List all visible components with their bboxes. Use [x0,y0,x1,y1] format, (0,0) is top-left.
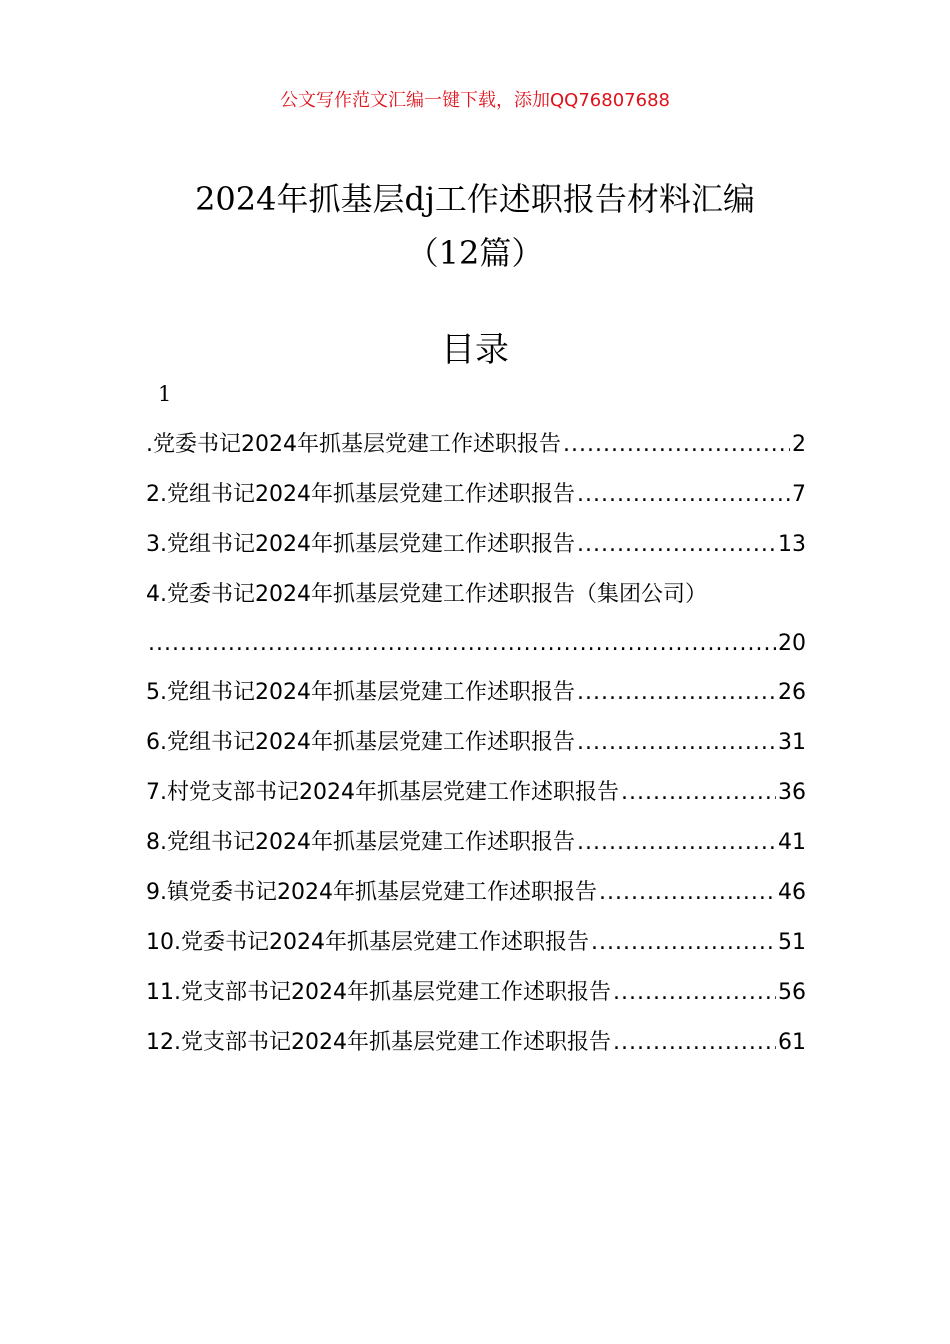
table-of-contents [146,420,806,1068]
toc-entry-page: 13 [778,532,806,557]
toc-entry-title: 3.党组书记2024年抓基层党建工作述职报告 [146,532,575,557]
toc-entry[interactable] [146,968,806,1018]
toc-entry[interactable] [146,818,806,868]
toc-entry-page: 46 [778,880,806,905]
toc-entry-title: 5.党组书记2024年抓基层党建工作述职报告 [146,680,575,705]
toc-heading: 目录 [441,330,509,370]
toc-dot-leader [577,470,790,520]
stray-list-number: 1 [158,382,172,406]
toc-entry-page: 2 [792,432,806,457]
toc-entry[interactable] [146,768,806,818]
toc-entry[interactable] [146,1018,806,1068]
toc-dot-leader [563,420,790,470]
toc-entry-page: 61 [778,1030,806,1055]
toc-entry[interactable] [146,868,806,918]
toc-entry-title: .党委书记2024年抓基层党建工作述职报告 [146,432,561,457]
toc-entry-page: 41 [778,830,806,855]
toc-dot-leader [577,818,776,868]
header-promo-note: 公文写作范文汇编一键下载，添加QQ76807688 [280,90,670,111]
toc-dot-leader [621,768,776,818]
toc-entry-page: 26 [778,680,806,705]
document-title-line-1: 2024年抓基层dj工作述职报告材料汇编 [195,180,755,218]
toc-entry[interactable] [146,520,806,570]
toc-dot-leader [591,918,776,968]
toc-entry[interactable] [146,420,806,470]
toc-dot-leader [599,868,776,918]
toc-dot-leader [613,1018,776,1068]
toc-entry[interactable] [146,668,806,718]
toc-entry[interactable] [146,918,806,968]
toc-entry-title: 2.党组书记2024年抓基层党建工作述职报告 [146,482,575,507]
toc-entry-page: 51 [778,930,806,955]
toc-entry-title: 9.镇党委书记2024年抓基层党建工作述职报告 [146,880,597,905]
document-title [120,172,830,280]
toc-entry-page: 56 [778,980,806,1005]
toc-entry-page: 7 [792,482,806,507]
toc-entry-page: 36 [778,780,806,805]
toc-dot-leader [577,668,776,718]
toc-entry-title: 6.党组书记2024年抓基层党建工作述职报告 [146,730,575,755]
toc-entry-wrapped-title[interactable] [146,570,806,620]
toc-entry-page: 31 [778,730,806,755]
toc-entry-title: 11.党支部书记2024年抓基层党建工作述职报告 [146,980,611,1005]
toc-dot-leader [577,718,776,768]
toc-entry-title: 10.党委书记2024年抓基层党建工作述职报告 [146,930,589,955]
toc-dot-leader [613,968,776,1018]
toc-entry[interactable] [146,470,806,520]
toc-entry-title: 8.党组书记2024年抓基层党建工作述职报告 [146,830,575,855]
toc-entry-wrapped-leader[interactable] [146,620,806,668]
toc-dot-leader [577,520,776,570]
toc-entry-title: 12.党支部书记2024年抓基层党建工作述职报告 [146,1030,611,1055]
toc-entry-page: 20 [778,631,806,656]
toc-dot-leader [148,620,776,668]
toc-entry-title: 7.村党支部书记2024年抓基层党建工作述职报告 [146,780,619,805]
document-title-line-2: （12篇） [406,234,544,272]
toc-entry[interactable] [146,718,806,768]
toc-entry-title: 4.党委书记2024年抓基层党建工作述职报告（集团公司） [146,582,707,607]
